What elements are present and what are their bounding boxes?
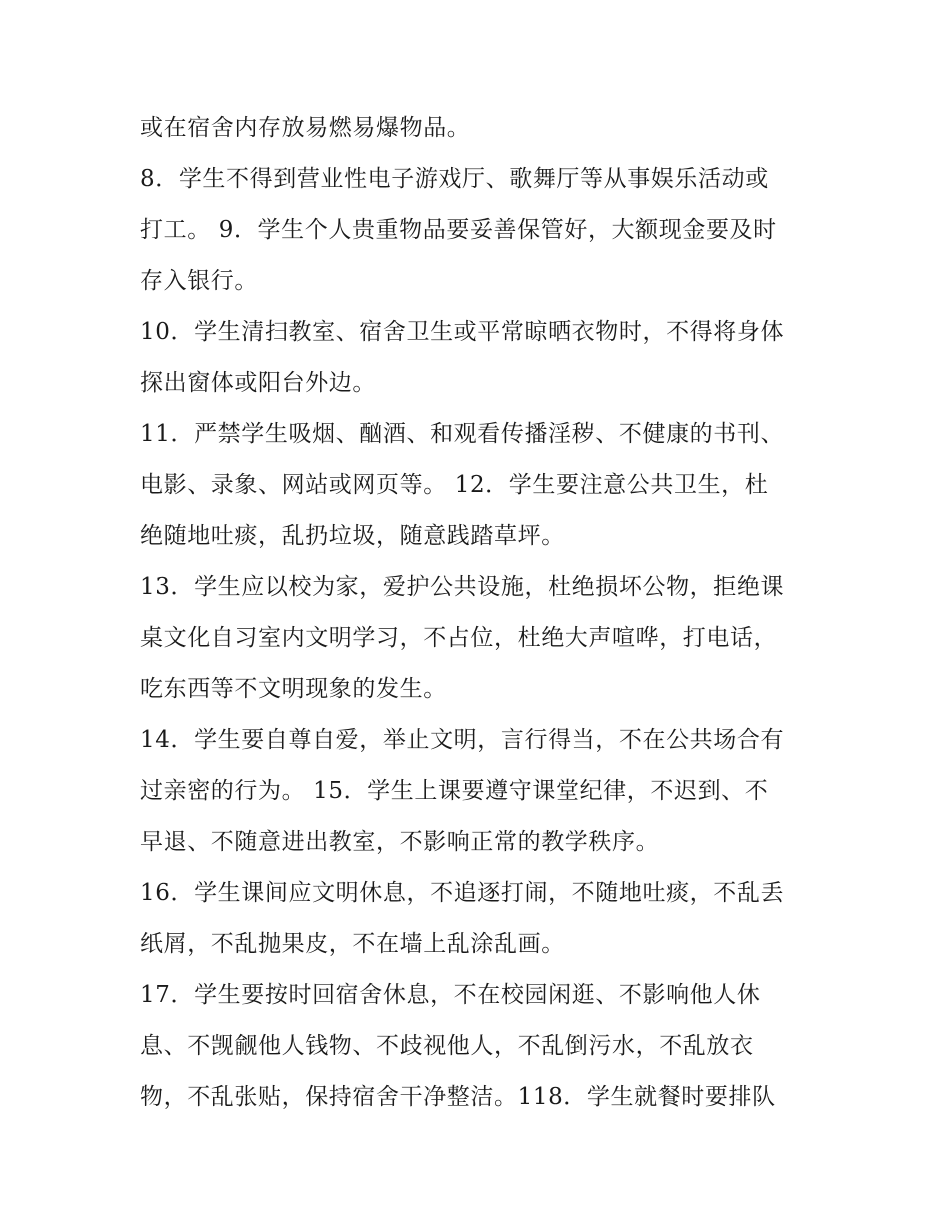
text-line: 16．学生课间应文明休息，不追逐打闹，不随地吐痰，不乱丢 (140, 880, 785, 906)
text-line: 桌文化自习室内文明学习，不占位，杜绝大声喧哗，打电话， (140, 625, 778, 651)
text-line: 10．学生清扫教室、宿舍卫生或平常晾晒衣物时，不得将身体 (140, 319, 785, 345)
text-line: 11．严禁学生吸烟、酗酒、和观看传播淫秽、不健康的书刊、 (140, 421, 785, 447)
text-line: 早退、不随意进出教室，不影响正常的教学秩序。 (140, 829, 660, 855)
text-line: 探出窗体或阳台外边。 (140, 370, 376, 396)
text-line: 存入银行。 (140, 268, 258, 294)
text-line: 过亲密的行为。 15．学生上课要遵守课堂纪律，不迟到、不 (140, 778, 769, 804)
text-line: 或在宿舍内存放易燃易爆物品。 (140, 115, 471, 141)
text-line: 息、不觊觎他人钱物、不歧视他人，不乱倒污水，不乱放衣 (140, 1033, 754, 1059)
text-line: 电影、录象、网站或网页等。 12．学生要注意公共卫生，杜 (140, 472, 769, 498)
text-line: 绝随地吐痰，乱扔垃圾，随意践踏草坪。 (140, 523, 565, 549)
text-line: 纸屑，不乱抛果皮，不在墙上乱涂乱画。 (140, 931, 565, 957)
text-line: 吃东西等不文明现象的发生。 (140, 676, 447, 702)
text-line: 8．学生不得到营业性电子游戏厅、歌舞厅等从事娱乐活动或 (140, 166, 769, 192)
text-line: 14．学生要自尊自爱，举止文明，言行得当，不在公共场合有 (140, 727, 785, 753)
text-line: 打工。 9．学生个人贵重物品要妥善保管好，大额现金要及时 (140, 217, 777, 243)
text-line: 17．学生要按时回宿舍休息，不在校园闲逛、不影响他人休 (140, 982, 761, 1008)
text-line: 13．学生应以校为家，爱护公共设施，杜绝损坏公物，拒绝课 (140, 574, 785, 600)
text-line: 物，不乱张贴，保持宿舍干净整洁。118．学生就餐时要排队 (140, 1084, 776, 1110)
